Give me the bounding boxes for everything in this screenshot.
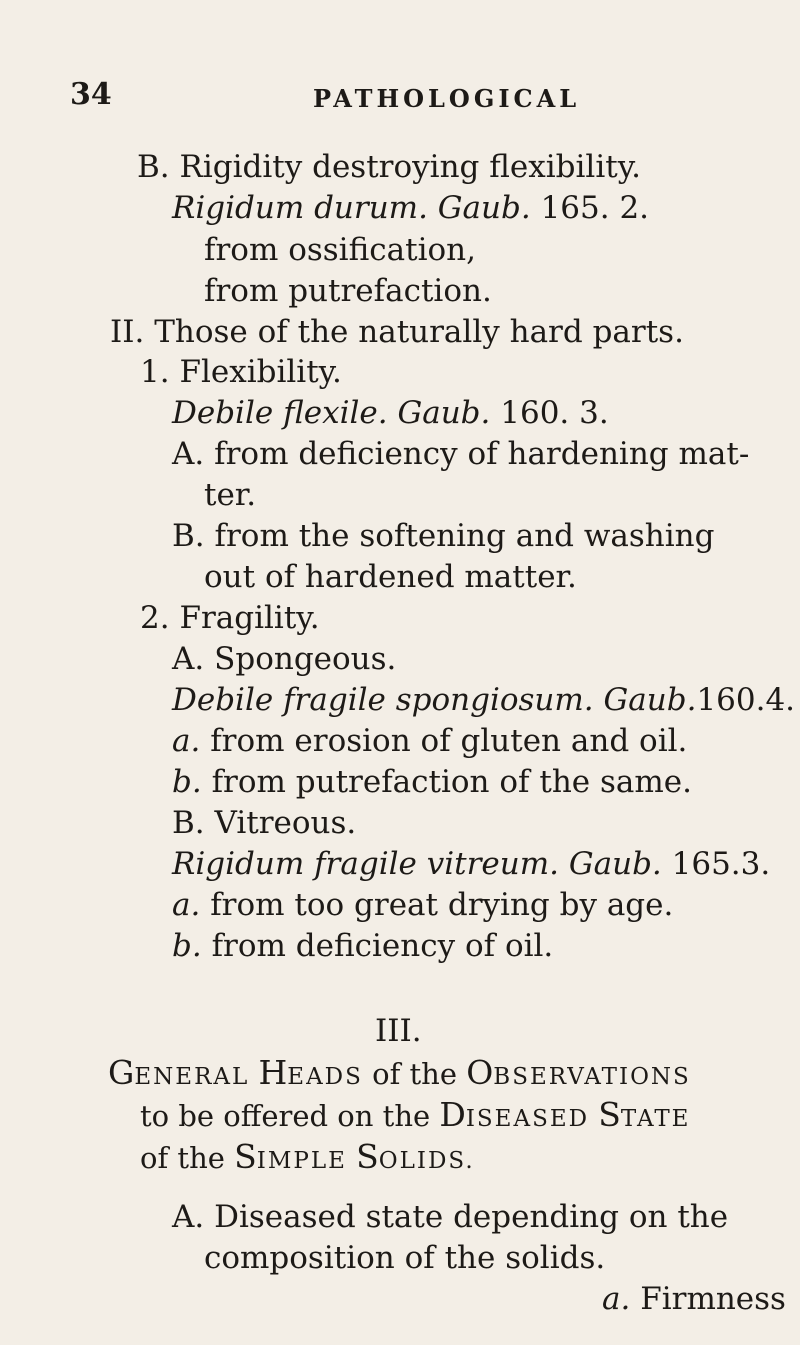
heading-initial: H: [258, 1053, 288, 1092]
entry-text: Rigidity destroying flexibility.: [179, 149, 641, 185]
entry-text: Those of the naturally hard parts.: [154, 314, 684, 350]
heading-text: of the: [372, 1057, 458, 1091]
entry-label: 1.: [140, 354, 170, 390]
entry-text: Flexibility.: [179, 354, 342, 390]
section-number: III.: [375, 1013, 422, 1049]
section-heading-line: [108, 1054, 691, 1096]
entry-label: A.: [172, 436, 205, 472]
heading-smallcaps: ENERAL: [134, 1064, 250, 1090]
catchword: Firmness: [640, 1281, 786, 1317]
latin-term: Debile flexile.: [172, 395, 388, 431]
running-title: PATHOLOGICAL: [313, 84, 581, 113]
heading-smallcaps: EADS: [287, 1064, 363, 1090]
entry-text: Spongeous.: [214, 641, 397, 677]
entry-label: a.: [602, 1281, 631, 1317]
latin-term: Rigidum durum.: [172, 190, 428, 226]
entry-line: [137, 148, 641, 186]
entry-label: A.: [172, 641, 205, 677]
entry-label: a.: [172, 887, 201, 923]
heading-initial: G: [108, 1053, 135, 1092]
entry-line: [140, 353, 342, 391]
entry-label: 2.: [140, 600, 170, 636]
entry-line: [172, 763, 692, 801]
reference-line: [172, 845, 770, 883]
entry-text: Fragility.: [179, 600, 320, 636]
reference-line: [172, 681, 795, 719]
heading-initial: S: [234, 1137, 257, 1176]
entry-text: from deficiency of oil.: [211, 928, 554, 964]
heading-initial: S: [598, 1095, 621, 1134]
entry-line: ter.: [204, 477, 257, 513]
heading-smallcaps: BSERVATIONS: [493, 1064, 691, 1090]
latin-term: Rigidum fragile vitreum.: [172, 846, 559, 882]
section-heading-line: [140, 1138, 475, 1180]
author-ref: Gaub.: [397, 395, 491, 431]
heading-smallcaps: OLIDS.: [378, 1148, 475, 1174]
heading-initial: S: [356, 1137, 379, 1176]
entry-label: B.: [137, 149, 170, 185]
heading-text: of the: [140, 1141, 225, 1175]
heading-smallcaps: TATE: [620, 1106, 691, 1132]
entry-line: from ossification,: [204, 232, 476, 268]
entry-text: Vitreous.: [214, 805, 357, 841]
entry-line: out of hardened matter.: [204, 559, 577, 595]
entry-line: [172, 435, 749, 473]
heading-initial: O: [466, 1053, 494, 1092]
entry-label: B.: [172, 805, 205, 841]
author-ref: Gaub.: [437, 190, 531, 226]
reference-number: 160.4.: [696, 682, 796, 718]
entry-label: II.: [110, 314, 145, 350]
entry-label: B.: [172, 518, 205, 554]
entry-label: b.: [172, 928, 202, 964]
author-ref: Gaub.: [603, 682, 697, 718]
section-heading-line: [140, 1096, 690, 1138]
entry-text: from putrefaction of the same.: [211, 764, 692, 800]
reference-line: [172, 189, 649, 227]
entry-label: a.: [172, 723, 201, 759]
entry-text: from too great drying by age.: [210, 887, 674, 923]
heading-smallcaps: IMPLE: [256, 1148, 347, 1174]
entry-line: [172, 1198, 728, 1236]
entry-text: from erosion of gluten and oil.: [210, 723, 688, 759]
entry-line: [602, 1280, 786, 1318]
heading-smallcaps: ISEASED: [465, 1106, 590, 1132]
heading-initial: D: [439, 1095, 466, 1134]
entry-label: A.: [172, 1199, 205, 1235]
author-ref: Gaub.: [568, 846, 662, 882]
entry-line: composition of the solids.: [204, 1240, 606, 1276]
entry-line: [172, 722, 687, 760]
entry-line: [172, 517, 714, 555]
entry-line: [172, 804, 356, 842]
reference-number: 160. 3.: [500, 395, 609, 431]
entry-line: [172, 640, 396, 678]
reference-number: 165. 2.: [540, 190, 650, 226]
reference-number: 165.3.: [671, 846, 771, 882]
page-number: 34: [70, 77, 112, 112]
entry-line: [172, 886, 673, 924]
heading-text: to be offered on the: [140, 1099, 431, 1133]
entry-line: [110, 313, 684, 351]
latin-term: Debile fragile spongiosum.: [172, 682, 594, 718]
reference-line: [172, 394, 609, 432]
entry-line: [140, 599, 320, 637]
entry-text: from the softening and washing: [214, 518, 715, 554]
entry-line: from putrefaction.: [204, 273, 492, 309]
entry-text: Diseased state depending on the: [214, 1199, 729, 1235]
entry-text: from deficiency of hardening mat-: [214, 436, 750, 472]
entry-line: [172, 927, 553, 965]
entry-label: b.: [172, 764, 202, 800]
